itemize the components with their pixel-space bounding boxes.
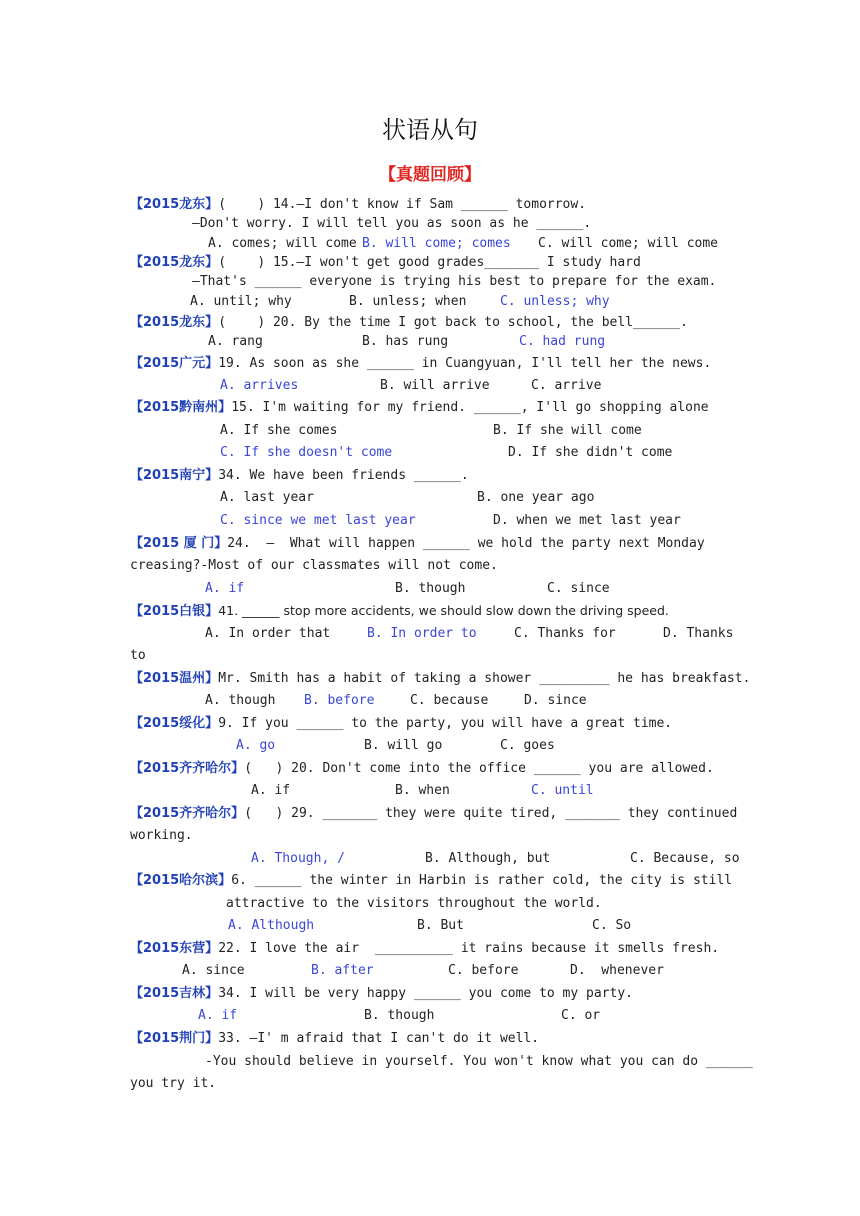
question-line (130, 806, 737, 822)
source-tag: 【2015荆门】 (130, 1031, 219, 1046)
option-c: C. since we met last year (220, 513, 416, 528)
option-c: C. unless; why (500, 294, 610, 309)
source-tag: 【2015龙东】 (130, 197, 219, 212)
option-d-continued: to (130, 648, 146, 663)
source-tag: 【2015白银】 (130, 604, 219, 619)
question-line (130, 986, 633, 1002)
question-stem-2: -You should believe in yourself. You won't know what you can do ______ (205, 1054, 753, 1069)
option-a: A. In order that (205, 626, 331, 641)
question-line (130, 255, 641, 271)
option-b: B. Although, but (425, 851, 551, 866)
source-tag: 【2015齐齐哈尔】 (130, 806, 245, 821)
question-stem: 34. We have been friends ______. (218, 468, 469, 483)
option-b: B. But (417, 918, 464, 933)
source-tag: 【2015温州】 (130, 671, 219, 686)
option-b: B. has rung (362, 334, 449, 349)
option-b: B. will come; comes (362, 236, 511, 251)
question-stem-3: you try it. (130, 1076, 217, 1091)
page-title: 状语从句 (382, 116, 478, 144)
question-line (130, 716, 672, 732)
question-stem-2: working. (130, 828, 193, 843)
source-tag: 【2015龙东】 (130, 315, 219, 330)
source-tag: 【2015 厦 门】 (130, 536, 228, 551)
option-b: B. after (311, 963, 374, 978)
option-a: A. until; why (190, 294, 292, 309)
option-a: A. arrives (220, 378, 299, 393)
question-stem: 6. ______ the winter in Harbin is rather cold, the city is still (231, 873, 733, 888)
question-stem-2: —That's ______ everyone is trying his best to prepare for the exam. (192, 274, 717, 289)
option-a: A. since (182, 963, 245, 978)
question-stem: 24. – What will happen ______ we hold the party next Monday (227, 536, 705, 551)
question-stem: ( ) 15.—I won't get good grades_______ I study hard (218, 255, 641, 270)
question-stem: 22. I love the air __________ it rains because it smells fresh. (218, 941, 720, 956)
question-line (130, 671, 750, 687)
option-d: D. If she didn't come (508, 445, 673, 460)
question-stem-2: —Don't worry. I will tell you as soon as he ______. (192, 216, 592, 231)
question-line (130, 941, 719, 957)
option-c: C. Because, so (630, 851, 740, 866)
question-line (130, 603, 669, 620)
source-tag: 【2015吉林】 (130, 986, 219, 1001)
option-b: B. when (395, 783, 450, 798)
option-b: B. before (304, 693, 375, 708)
option-c: C. until (531, 783, 594, 798)
question-stem: ( ) 20. Don't come into the office ______ you are allowed. (244, 761, 714, 776)
option-a: A. last year (220, 490, 314, 505)
option-a: A. if (251, 783, 291, 798)
option-b: B. In order to (367, 626, 477, 641)
question-line (130, 536, 705, 552)
option-c: C. Thanks for (514, 626, 616, 641)
option-b: B. though (395, 581, 466, 596)
option-c: C. arrive (531, 378, 602, 393)
question-line (130, 356, 711, 372)
source-tag: 【2015龙东】 (130, 255, 219, 270)
source-tag: 【2015南宁】 (130, 468, 219, 483)
option-a: A. rang (208, 334, 263, 349)
option-c: C. goes (500, 738, 555, 753)
option-a: A. Though, / (251, 851, 345, 866)
question-line (130, 315, 688, 331)
question-line (130, 468, 469, 484)
source-tag: 【2015绥化】 (130, 716, 219, 731)
question-stem: 19. As soon as she ______ in Cuangyuan, I'll tell her the news. (218, 356, 712, 371)
option-a: A. If she comes (220, 423, 338, 438)
option-a: A. comes; will come (208, 236, 357, 251)
option-c: C. since (547, 581, 610, 596)
question-stem: 41. ______ stop more accidents, we should slow down the driving speed. (218, 603, 669, 618)
section-heading: 【真题回顾】 (379, 165, 481, 185)
question-stem: ( ) 14.—I don't know if Sam ______ tomorrow. (218, 197, 587, 212)
option-d: D. since (524, 693, 587, 708)
question-line (130, 873, 732, 889)
question-stem-2: creasing?-Most of our classmates will not come. (130, 558, 498, 573)
source-tag: 【2015哈尔滨】 (130, 873, 232, 888)
question-stem-2: attractive to the visitors throughout the world. (226, 896, 602, 911)
option-a: A. if (205, 581, 245, 596)
option-c: C. because (410, 693, 489, 708)
question-stem: 9. If you ______ to the party, you will have a great time. (218, 716, 673, 731)
option-c: C. So (592, 918, 632, 933)
source-tag: 【2015齐齐哈尔】 (130, 761, 245, 776)
option-d: D. whenever (570, 963, 664, 978)
option-b: B. will go (364, 738, 443, 753)
question-stem: 33. –I' m afraid that I can't do it well. (218, 1031, 540, 1046)
question-line (130, 761, 714, 777)
question-stem: 15. I'm waiting for my friend. ______, I'll go shopping alone (231, 400, 709, 415)
option-a: A. Although (228, 918, 315, 933)
option-c: C. will come; will come (538, 236, 719, 251)
question-stem: ( ) 20. By the time I got back to school, the bell______. (218, 315, 688, 330)
option-c: C. before (448, 963, 519, 978)
question-line (130, 1031, 539, 1047)
option-a: A. if (198, 1008, 238, 1023)
option-d: D. Thanks (663, 626, 734, 641)
question-stem: Mr. Smith has a habit of taking a shower _________ he has breakfast. (218, 671, 751, 686)
option-b: B. If she will come (493, 423, 642, 438)
option-c: C. had rung (519, 334, 606, 349)
option-c: C. If she doesn't come (220, 445, 393, 460)
option-b: B. one year ago (477, 490, 595, 505)
source-tag: 【2015黔南州】 (130, 400, 232, 415)
option-b: B. will arrive (380, 378, 490, 393)
option-d: D. when we met last year (493, 513, 681, 528)
option-a: A. though (205, 693, 276, 708)
option-b: B. unless; when (349, 294, 467, 309)
option-c: C. or (561, 1008, 601, 1023)
question-line (130, 400, 709, 416)
option-b: B. though (364, 1008, 435, 1023)
source-tag: 【2015广元】 (130, 356, 219, 371)
question-stem: ( ) 29. _______ they were quite tired, _______ they continued (244, 806, 738, 821)
question-stem: 34. I will be very happy ______ you come to my party. (218, 986, 634, 1001)
question-line (130, 197, 586, 213)
option-a: A. go (236, 738, 276, 753)
source-tag: 【2015东营】 (130, 941, 219, 956)
